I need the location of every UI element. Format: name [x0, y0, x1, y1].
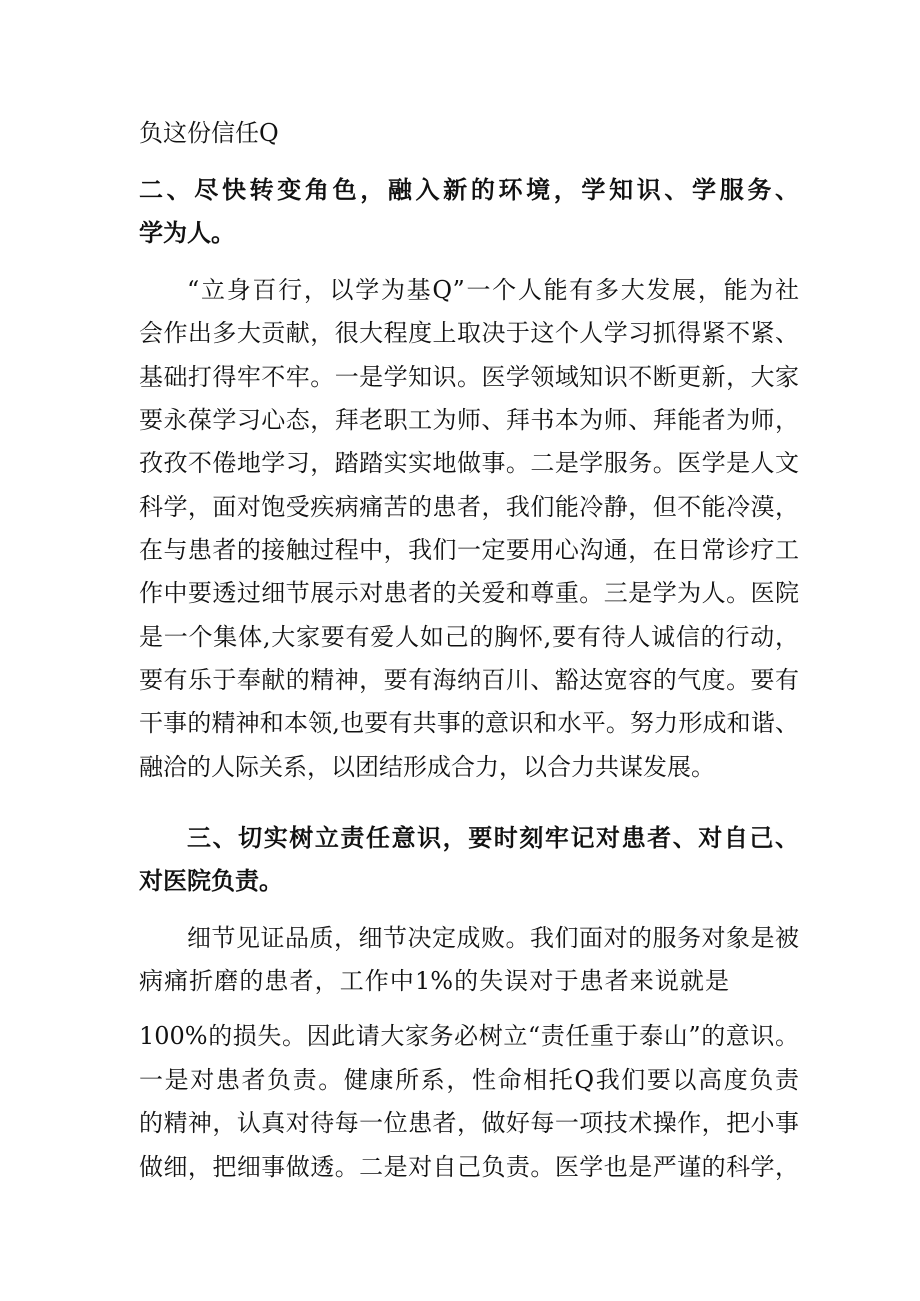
section-3-heading-line-1: 三、切实树立责任意识，要时刻牢记对患者、对自己、 [187, 824, 799, 852]
section-2-body-line-11: 干事的精神和本领,也要有共事的意识和水平。努力形成和谐、 [139, 709, 799, 737]
section-2-body-line-10: 要有乐于奉献的精神，要有海纳百川、豁达宽容的气度。要有 [139, 666, 799, 694]
section-2-body-line-2: 会作出多大贡献，很大程度上取决于这个人学习抓得紧不紧、 [139, 319, 799, 347]
section-3-body-line-4: 一是对患者负责。健康所系，性命相托Q我们要以高度负责 [139, 1066, 799, 1094]
section-2-heading-line-1: 二、尽快转变角色，融入新的环境，学知识、学服务、 [139, 176, 799, 204]
section-2-body-line-6: 科学，面对饱受疾病痛苦的患者，我们能冷静，但不能冷漠， [139, 493, 799, 521]
section-3-body-line-2: 病痛折磨的患者，工作中1%的失误对于患者来说就是 [139, 967, 729, 995]
section-3-body-line-3: 100%的损失。因此请大家务必树立“责任重于泰山”的意识。 [139, 1022, 799, 1050]
section-3-body-line-6: 做细，把细事做透。二是对自己负责。医学也是严谨的科学， [139, 1153, 799, 1181]
intro-tail-line: 负这份信任Q [139, 119, 279, 147]
section-3-body-line-1: 细节见证品质，细节决定成败。我们面对的服务对象是被 [187, 924, 799, 952]
section-2-body-line-3: 基础打得牢不牢。一是学知识。医学领域知识不断更新，大家 [139, 363, 799, 391]
section-2-body-line-12: 融洽的人际关系，以团结形成合力，以合力共谋发展。 [139, 753, 715, 781]
section-2-body-line-4: 要永葆学习心态，拜老职工为师、拜书本为师、拜能者为师， [139, 406, 799, 434]
section-2-body-line-7: 在与患者的接触过程中，我们一定要用心沟通，在日常诊疗工 [139, 536, 799, 564]
section-2-body-line-1: “立身百行，以学为基Q”一个人能有多大发展，能为社 [187, 276, 799, 304]
section-2-body-line-5: 孜孜不倦地学习，踏踏实实地做事。二是学服务。医学是人文 [139, 449, 799, 477]
section-3-heading-line-2: 对医院负责。 [139, 867, 283, 895]
section-2-body-line-8: 作中要透过细节展示对患者的关爱和尊重。三是学为人。医院 [139, 579, 799, 607]
section-2-body-line-9: 是一个集体,大家要有爱人如己的胸怀,要有待人诚信的行动， [139, 623, 799, 651]
section-3-body-line-5: 的精神，认真对待每一位患者，做好每一项技术操作，把小事 [139, 1109, 799, 1137]
section-2-heading-line-2: 学为人。 [139, 219, 235, 247]
